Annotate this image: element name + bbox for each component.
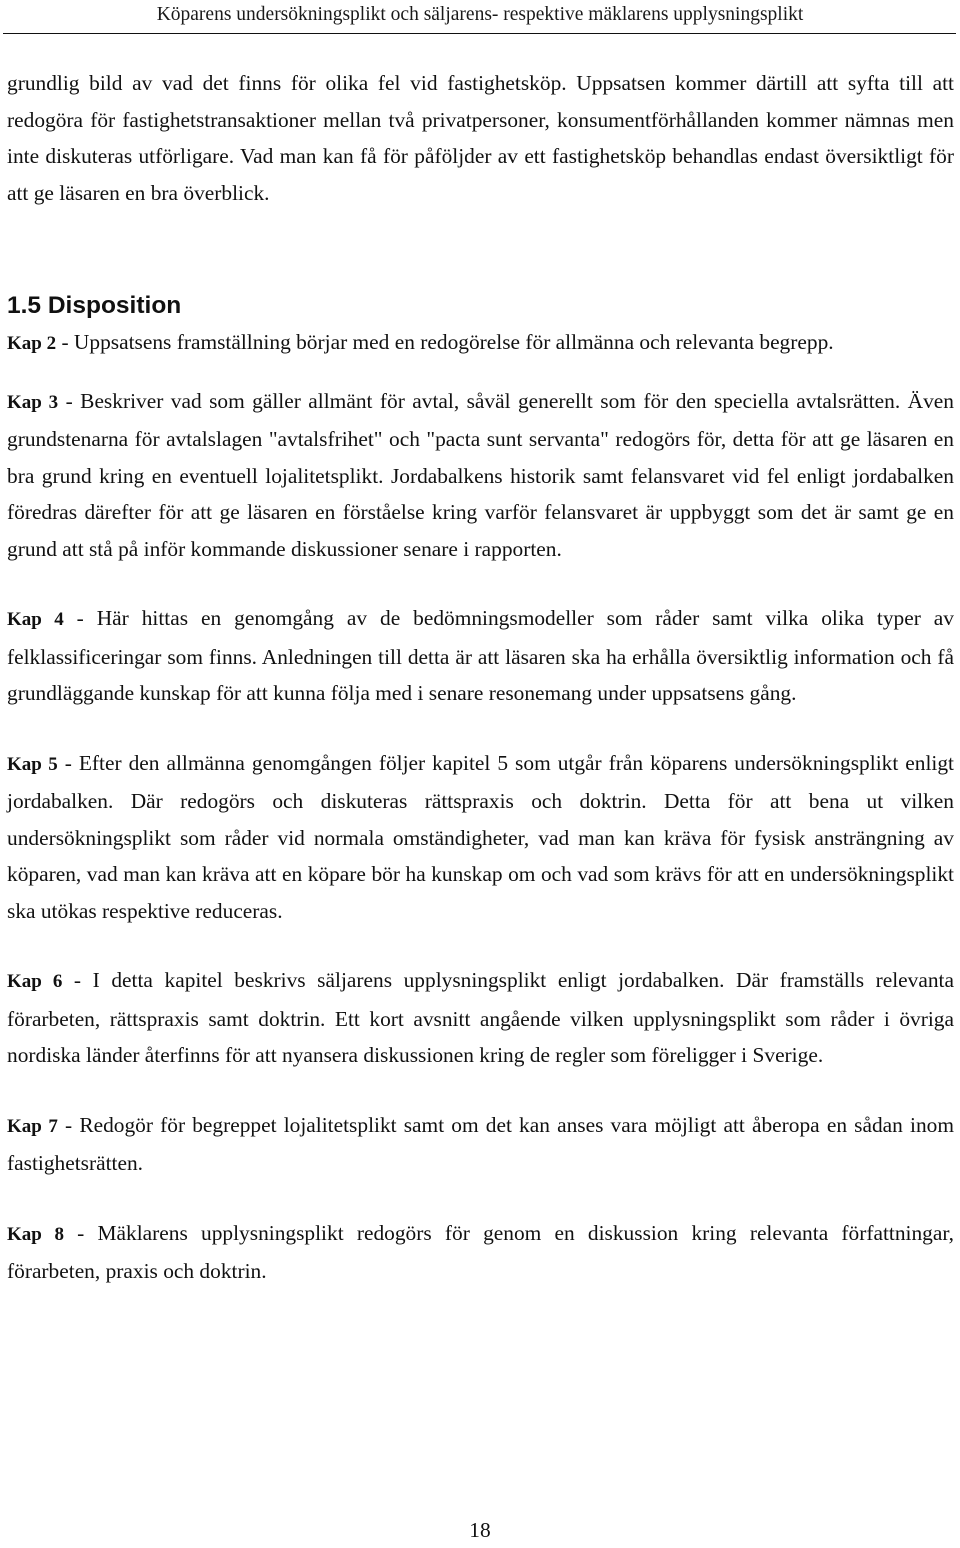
page-number: 18 [469,1518,491,1542]
chapter-text: - Mäklarens upplysningsplikt redogörs för genom en diskussion kring relevanta författningar, förarbeten, praxis och doktrin. [7,1220,954,1283]
chapter-label: Kap 7 [7,1115,58,1137]
chapter-8-paragraph [7,1215,954,1290]
page-body [7,65,954,1290]
chapter-5-paragraph [7,745,954,930]
chapter-text: - I detta kapitel beskrivs säljarens upplysningsplikt enligt jordabalken. Där framställs relevanta förarbeten, rättspraxis samt doktrin. Ett kort avsnitt angående vilken upplysningsplikt som råder i övriga nordiska länder återfinns för att nyansera diskussionen kring de regler som föreligger i Sverige. [7,968,954,1067]
chapter-label: Kap 4 [7,609,64,630]
chapter-text: - Här hittas en genomgång av de bedömningsmodeller som råder samt vilka olika typer av felklassificeringar som finns. Anledningen till detta är att läsaren ska ha erhålla översiktlig information och få grundläggande kunskap för att kunna följa med i senare resonemang under uppsatsens gång. [7,606,954,705]
chapter-6-paragraph [7,962,954,1074]
header-rule [3,33,956,34]
intro-paragraph: grundlig bild av vad det finns för olika fel vid fastighetsköp. Uppsatsen kommer därtill att syfta till att redogöra för fastighetstransaktioner mellan två privatpersoner, konsumentförhållanden kommer nämnas men inte diskuteras utförligare. Vad man kan få för påföljder av ett fastighetsköp behandlas endast översiktligt för att ge läsaren en bra överblick. [7,71,954,205]
chapter-text: - Redogör för begreppet lojalitetsplikt samt om det kan anses vara möjligt att åberopa en sådan inom fastighetsrätten. [7,1112,954,1175]
chapter-text: - Uppsatsens framställning börjar med en redogörelse för allmänna och relevanta begrepp. [56,330,834,354]
chapter-3-paragraph [7,383,954,568]
chapter-label: Kap 2 [7,333,57,354]
chapter-label: Kap 8 [7,1223,64,1245]
chapter-2-paragraph [7,324,954,363]
chapter-text: - Efter den allmänna genomgången följer kapitel 5 som utgår från köparens undersökningsplikt enligt jordabalken. Där redogörs och diskuteras rättspraxis och doktrin. Detta för att bena ut vilken undersökningsplikt som råder vid normala omständigheter, vad man kan kräva för fysisk ansträngning av köparen, vad man kan kräva att en köpare bör ha kunskap om och vad som krävs för att en undersökningsplikt ska utökas respektive reduceras. [7,750,954,923]
chapter-label: Kap 3 [7,391,59,413]
chapter-4-paragraph [7,600,954,712]
running-header: Köparens undersökningsplikt och säljarens- respektive mäklarens upplysningsplikt [156,4,804,25]
chapter-text: - Beskriver vad som gäller allmänt för avtal, såväl generellt som för den speciella avtalsrätten. Även grundstenarna för avtalslagen "avtalsfrihet" och "pacta sunt servanta" redogörs för, detta för att ge läsaren en bra grund kring en eventuell lojalitetsplikt. Jordabalkens historik samt felansvaret vid fel enligt jordabalken föredras därefter för att ge läsaren en förståelse kring varför felansvaret är uppbyggt som det är samt ge en grund att stå på inför kommande diskussioner senare i rapporten. [7,388,954,561]
chapter-label: Kap 6 [7,971,63,992]
chapter-7-paragraph [7,1107,954,1182]
section-heading: 1.5 Disposition [7,292,182,319]
chapter-label: Kap 5 [7,753,58,775]
